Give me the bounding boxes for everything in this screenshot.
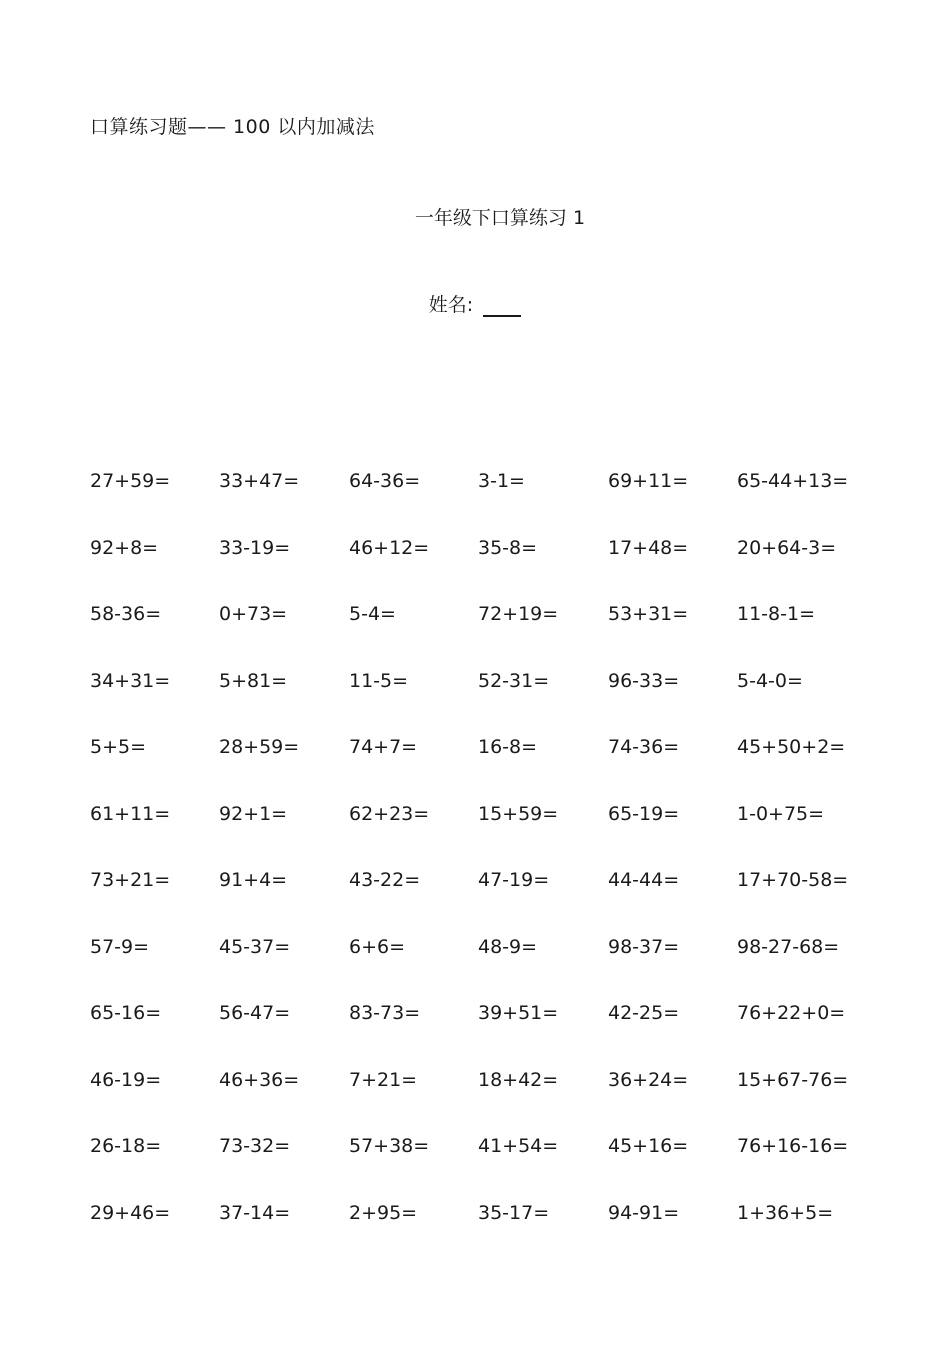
arithmetic-problem: 45-37= <box>219 935 291 958</box>
arithmetic-problem: 26-18= <box>90 1135 162 1157</box>
arithmetic-problem: 74+7= <box>349 736 418 758</box>
arithmetic-problem: 98-37= <box>608 935 680 958</box>
problem-row <box>90 603 890 670</box>
arithmetic-problem: 64-36= <box>349 470 421 492</box>
problem-row <box>90 1135 890 1202</box>
problem-row <box>90 936 890 1003</box>
arithmetic-problem: 42-25= <box>608 1002 680 1024</box>
arithmetic-problem: 27+59= <box>90 470 171 492</box>
worksheet-title: 一年级下口算练习 1 <box>414 207 586 229</box>
arithmetic-problem: 5+81= <box>219 669 288 692</box>
arithmetic-problem: 91+4= <box>219 869 288 891</box>
arithmetic-problem: 48-9= <box>478 935 538 958</box>
arithmetic-problem: 61+11= <box>90 802 171 825</box>
arithmetic-problem: 92+8= <box>90 536 159 559</box>
arithmetic-problem: 45+16= <box>608 1135 689 1157</box>
arithmetic-problem: 96-33= <box>608 669 680 692</box>
name-blank-line[interactable] <box>483 293 521 317</box>
arithmetic-problem: 57-9= <box>90 935 150 958</box>
arithmetic-problem: 43-22= <box>349 869 421 891</box>
problem-row <box>90 670 890 737</box>
arithmetic-problem: 17+70-58= <box>737 869 849 891</box>
arithmetic-problem: 57+38= <box>349 1135 430 1157</box>
arithmetic-problem: 58-36= <box>90 603 162 625</box>
arithmetic-problem: 33+47= <box>219 470 300 492</box>
arithmetic-problem: 56-47= <box>219 1002 291 1024</box>
arithmetic-problem: 47-19= <box>478 869 550 891</box>
arithmetic-problem: 76+22+0= <box>737 1002 846 1024</box>
arithmetic-problem: 11-5= <box>349 669 409 692</box>
arithmetic-problem: 92+1= <box>219 802 288 825</box>
arithmetic-problem: 65-16= <box>90 1002 162 1024</box>
arithmetic-problem: 28+59= <box>219 736 300 758</box>
arithmetic-problem: 83-73= <box>349 1002 421 1024</box>
arithmetic-problem: 44-44= <box>608 869 680 891</box>
arithmetic-problem: 34+31= <box>90 669 171 692</box>
arithmetic-problem: 62+23= <box>349 802 430 825</box>
arithmetic-problem: 3-1= <box>478 470 525 492</box>
arithmetic-problem: 41+54= <box>478 1135 559 1157</box>
problem-row <box>90 1069 890 1136</box>
arithmetic-problem: 46+36= <box>219 1068 300 1091</box>
arithmetic-problem: 36+24= <box>608 1068 689 1091</box>
arithmetic-problem: 29+46= <box>90 1201 171 1224</box>
arithmetic-problem: 46-19= <box>90 1068 162 1091</box>
arithmetic-problem: 0+73= <box>219 603 288 625</box>
name-label: 姓名: <box>428 294 474 316</box>
arithmetic-problem: 16-8= <box>478 736 538 758</box>
arithmetic-problem: 20+64-3= <box>737 536 837 559</box>
arithmetic-problem: 5-4= <box>349 603 396 625</box>
arithmetic-problem: 5+5= <box>90 736 147 758</box>
problem-grid <box>90 470 890 1268</box>
problem-row <box>90 1202 890 1269</box>
problem-row <box>90 803 890 870</box>
arithmetic-problem: 73-32= <box>219 1135 291 1157</box>
arithmetic-problem: 94-91= <box>608 1201 680 1224</box>
arithmetic-problem: 2+95= <box>349 1201 418 1224</box>
arithmetic-problem: 1-0+75= <box>737 802 825 825</box>
arithmetic-problem: 7+21= <box>349 1068 418 1091</box>
arithmetic-problem: 45+50+2= <box>737 736 846 758</box>
arithmetic-problem: 98-27-68= <box>737 935 840 958</box>
arithmetic-problem: 18+42= <box>478 1068 559 1091</box>
problem-row <box>90 869 890 936</box>
arithmetic-problem: 33-19= <box>219 536 291 559</box>
arithmetic-problem: 5-4-0= <box>737 669 803 692</box>
arithmetic-problem: 6+6= <box>349 935 406 958</box>
arithmetic-problem: 65-19= <box>608 802 680 825</box>
name-row <box>0 290 950 317</box>
arithmetic-problem: 69+11= <box>608 470 689 492</box>
arithmetic-problem: 15+59= <box>478 802 559 825</box>
arithmetic-problem: 52-31= <box>478 669 550 692</box>
arithmetic-problem: 15+67-76= <box>737 1068 849 1091</box>
arithmetic-problem: 76+16-16= <box>737 1135 849 1157</box>
arithmetic-problem: 11-8-1= <box>737 603 815 625</box>
arithmetic-problem: 35-8= <box>478 536 538 559</box>
page-heading: 口算练习题—— 100 以内加减法 <box>90 116 375 138</box>
arithmetic-problem: 73+21= <box>90 869 171 891</box>
arithmetic-problem: 39+51= <box>478 1002 559 1024</box>
arithmetic-problem: 72+19= <box>478 603 559 625</box>
arithmetic-problem: 53+31= <box>608 603 689 625</box>
arithmetic-problem: 46+12= <box>349 536 430 559</box>
arithmetic-problem: 74-36= <box>608 736 680 758</box>
problem-row <box>90 736 890 803</box>
arithmetic-problem: 1+36+5= <box>737 1201 834 1224</box>
problem-row <box>90 1002 890 1069</box>
arithmetic-problem: 35-17= <box>478 1201 550 1224</box>
arithmetic-problem: 37-14= <box>219 1201 291 1224</box>
arithmetic-problem: 17+48= <box>608 536 689 559</box>
problem-row <box>90 537 890 604</box>
problem-row <box>90 470 890 537</box>
arithmetic-problem: 65-44+13= <box>737 470 849 492</box>
